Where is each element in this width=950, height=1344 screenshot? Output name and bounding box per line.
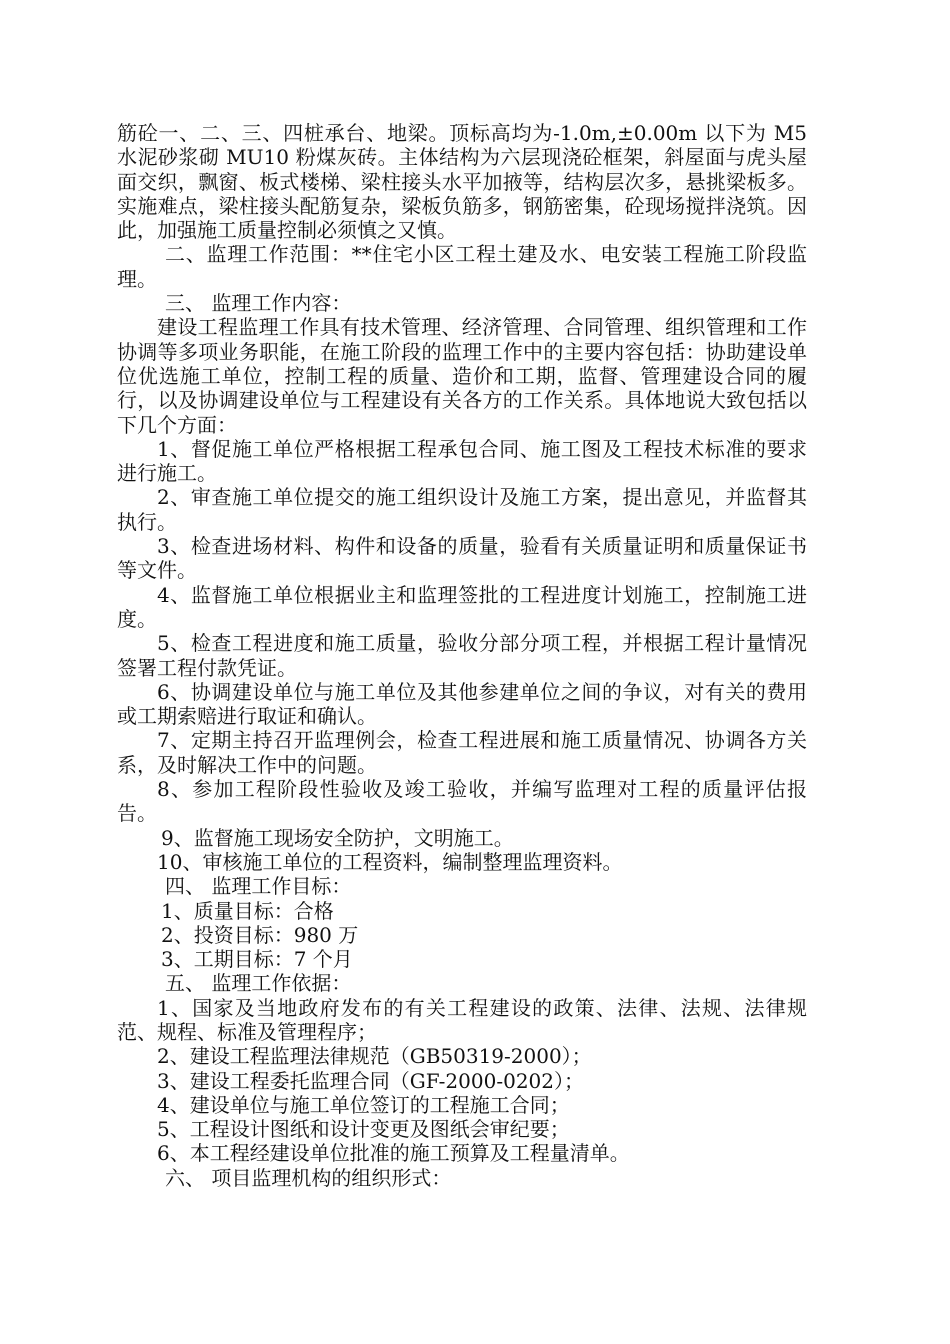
list-item-goal-2: 2、投资目标：980 万 [161,922,359,947]
paragraph-scope: 二、监理工作范围：**住宅小区工程土建及水、电安装工程施工阶段监理。 [117,242,807,291]
heading-work-goals: 四、 监理工作目标： [165,874,352,899]
list-item-basis-2: 2、建设工程监理法律规范（GB50319-2000）； [157,1044,592,1069]
heading-work-content: 三、 监理工作内容： [165,291,352,316]
list-item-content-10: 10、审核施工单位的工程资料，编制整理监理资料。 [157,849,623,874]
heading-organization-form: 六、 项目监理机构的组织形式： [165,1165,452,1190]
list-item-basis-3: 3、建设工程委托监理合同（GF-2000-0202）； [157,1068,584,1093]
paragraph-structure-description: 筋砼一、二、三、四桩承台、地梁。顶标高均为-1.0m,±0.00m 以下为 M5 水泥砂浆砌 MU10 粉煤灰砖。主体结构为六层现浇砼框架，斜屋面与虎头屋面交织，飘窗、板式楼梯、梁柱接头水平加掖等，结构层次多，悬挑梁板多。实施难点，梁柱接头配筋复杂，梁板负筋多，钢筋密集，砼现场搅拌浇筑。因此，加强施工质量控制必须慎之又慎。 [117,121,807,243]
list-item-basis-1: 1、国家及当地政府发布的有关工程建设的政策、法律、法规、法律规范、规程、标准及管理程序； [117,995,807,1044]
list-item-basis-4: 4、建设单位与施工单位签订的工程施工合同； [157,1092,570,1117]
list-item-content-9: 9、监督施工现场安全防护，文明施工。 [161,825,514,850]
list-item-content-4: 4、监督施工单位根据业主和监理签批的工程进度计划施工，控制施工进度。 [117,582,807,631]
list-item-content-6: 6、协调建设单位与施工单位及其他参建单位之间的争议，对有关的费用或工期索赔进行取证和确认。 [117,679,807,729]
list-item-goal-3: 3、工期目标：7 个月 [161,947,353,972]
list-item-content-7: 7、定期主持召开监理例会，检查工程进展和施工质量情况、协调各方关系，及时解决工作中的问题。 [117,728,807,777]
document-body [117,121,807,1190]
list-item-content-2: 2、审查施工单位提交的施工组织设计及施工方案，提出意见，并监督其执行。 [117,485,807,534]
list-item-content-8: 8、参加工程阶段性验收及竣工验收，并编写监理对工程的质量评估报告。 [117,777,807,826]
list-item-basis-5: 5、工程设计图纸和设计变更及图纸会审纪要； [157,1117,570,1142]
list-item-content-5: 5、检查工程进度和施工质量，验收分部分项工程，并根据工程计量情况签署工程付款凭证。 [117,631,807,680]
list-item-content-1: 1、督促施工单位严格根据工程承包合同、施工图及工程技术标准的要求进行施工。 [117,436,807,486]
heading-work-basis: 五、 监理工作依据： [165,971,352,996]
list-item-goal-1: 1、质量目标：合格 [161,898,334,923]
paragraph-work-content-intro: 建设工程监理工作具有技术管理、经济管理、合同管理、组织管理和工作协调等多项业务职能，在施工阶段的监理工作中的主要内容包括：协助建设单位优选施工单位，控制工程的质量、造价和工期，监督、管理建设合同的履行，以及协调建设单位与工程建设有关各方的工作关系。具体地说大致包括以下几个方面： [117,315,807,437]
list-item-content-3: 3、检查进场材料、构件和设备的质量，验看有关质量证明和质量保证书等文件。 [117,534,807,583]
list-item-basis-6: 6、本工程经建设单位批准的施工预算及工程量清单。 [157,1141,630,1166]
